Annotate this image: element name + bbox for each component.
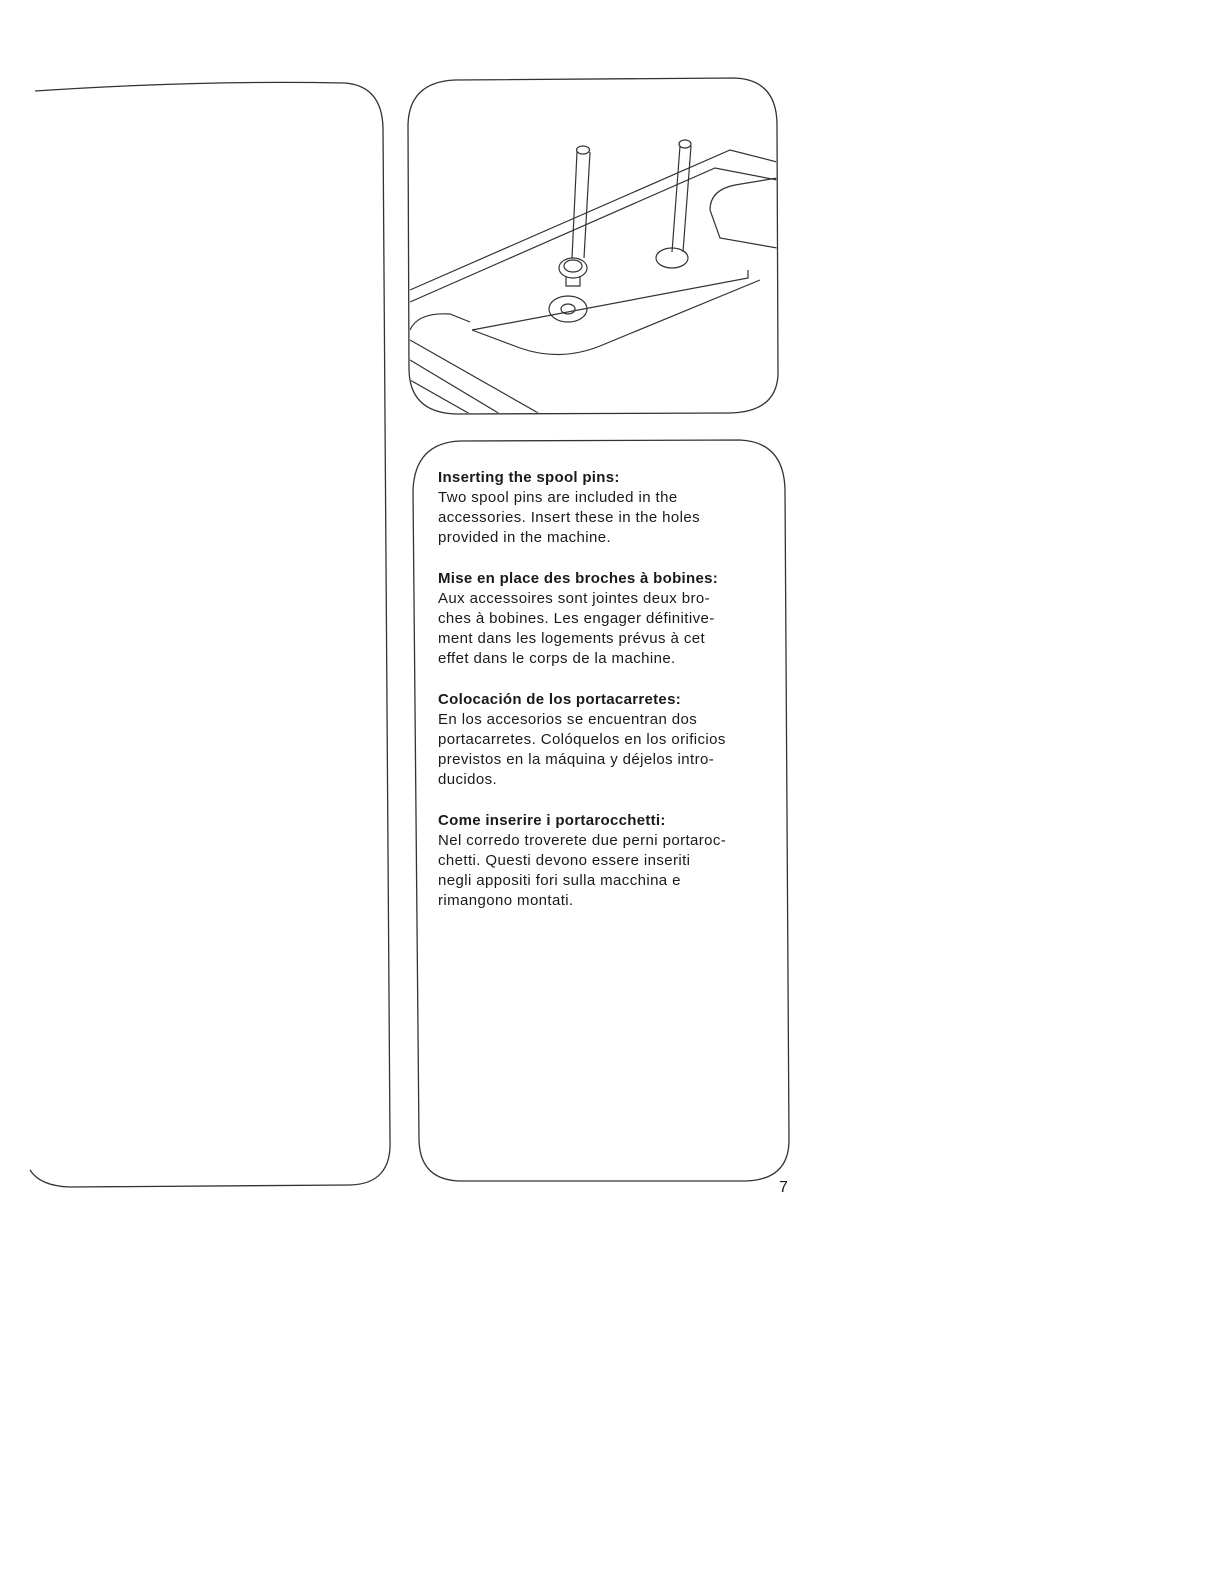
section-spanish [438, 690, 773, 790]
section-heading: Inserting the spool pins: [438, 469, 620, 486]
section-line: accessories. Insert these in the holes [438, 509, 700, 526]
section-line: Aux accessoires sont jointes deux bro- [438, 590, 710, 607]
instruction-text-panel [438, 468, 773, 932]
section-line: Nel corredo troverete due perni portaroc- [438, 832, 727, 849]
section-line: En los accesorios se encuentran dos [438, 711, 698, 728]
page-number: 7 [779, 1179, 788, 1196]
section-heading: Mise en place des broches à bobines: [438, 570, 719, 587]
section-line: provided in the machine. [438, 529, 612, 546]
section-line: ducidos. [438, 771, 498, 788]
section-heading: Colocación de los portacarretes: [438, 691, 682, 708]
section-line: ment dans les logements prévus à cet [438, 630, 706, 647]
section-line: chetti. Questi devono essere inseriti [438, 852, 691, 869]
section-line: rimangono montati. [438, 892, 574, 909]
section-heading: Come inserire i portarocchetti: [438, 812, 666, 829]
section-line: previstos en la máquina y déjelos intro- [438, 751, 715, 768]
illustration-frame [408, 78, 778, 414]
section-line: portacarretes. Colóquelos en los orificios [438, 731, 726, 748]
section-line: Two spool pins are included in the [438, 489, 678, 506]
section-italian [438, 811, 773, 911]
section-line: ches à bobines. Les engager définitive- [438, 610, 715, 627]
section-french [438, 569, 773, 669]
section-line: negli appositi fori sulla macchina e [438, 872, 681, 889]
left-panel-frame [30, 82, 390, 1187]
section-english [438, 468, 773, 548]
spool-pin-illustration [410, 140, 777, 414]
section-line: effet dans le corps de la machine. [438, 650, 676, 667]
